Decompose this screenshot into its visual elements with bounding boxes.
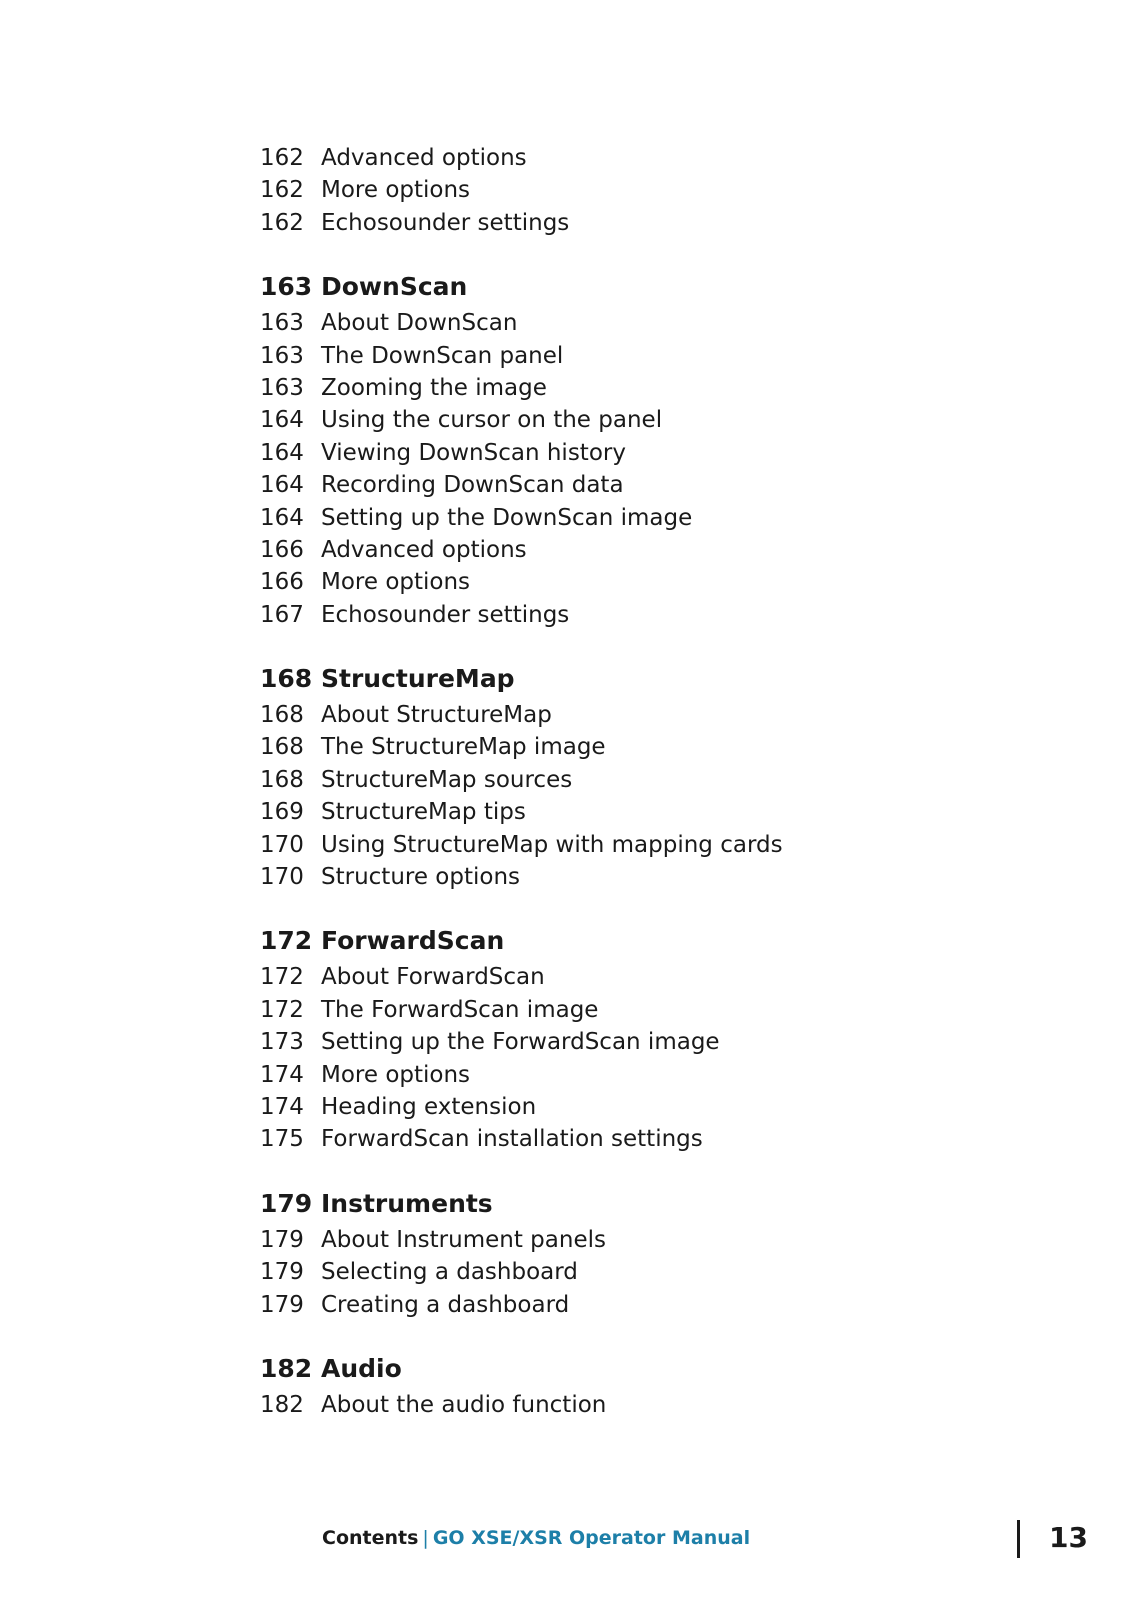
toc-entry[interactable]	[260, 469, 1020, 501]
toc-entry[interactable]	[260, 1256, 1020, 1288]
toc-entry[interactable]	[260, 372, 1020, 404]
footer-manual-title: GO XSE/XSR Operator Manual	[432, 1527, 751, 1549]
toc-entry[interactable]	[260, 829, 1020, 861]
chapter-audio	[260, 1351, 1020, 1421]
toc-entry[interactable]	[260, 142, 1020, 174]
toc-entry-title: More options	[321, 1061, 471, 1088]
chapter-page: 168	[260, 664, 313, 694]
toc-entry-page: 164	[260, 439, 304, 466]
toc-entry-title: Advanced options	[321, 536, 527, 563]
toc-entry-page: 179	[260, 1291, 304, 1318]
toc-entry[interactable]	[260, 566, 1020, 598]
page-number: 13	[1049, 1521, 1088, 1554]
toc-entry-title: About the audio function	[321, 1391, 607, 1418]
toc-entry[interactable]	[260, 699, 1020, 731]
toc-entry-page: 164	[260, 504, 304, 531]
toc-entry-title: About DownScan	[321, 310, 518, 337]
toc-entry[interactable]	[260, 1289, 1020, 1321]
table-of-contents	[260, 142, 1020, 1421]
toc-entry-title: About Instrument panels	[321, 1226, 606, 1253]
chapter-page: 182	[260, 1353, 313, 1383]
toc-entry[interactable]	[260, 1026, 1020, 1058]
toc-entry[interactable]	[260, 534, 1020, 566]
toc-entry-page: 162	[260, 177, 304, 204]
toc-entry[interactable]	[260, 502, 1020, 534]
page-footer	[322, 1527, 750, 1549]
toc-entry-page: 164	[260, 407, 304, 434]
toc-entry[interactable]	[260, 764, 1020, 796]
toc-entry-title: Echosounder settings	[321, 209, 570, 236]
toc-entry[interactable]	[260, 307, 1020, 339]
leading-entries	[260, 142, 1020, 239]
toc-entry-page: 173	[260, 1029, 304, 1056]
toc-entry[interactable]	[260, 1091, 1020, 1123]
toc-entry-page: 182	[260, 1391, 304, 1418]
toc-entry-page: 170	[260, 831, 304, 858]
toc-entry-title: About ForwardScan	[321, 964, 545, 991]
toc-entry[interactable]	[260, 1389, 1020, 1421]
toc-entry-page: 179	[260, 1226, 304, 1253]
chapter-heading[interactable]	[260, 923, 1020, 959]
toc-entry-page: 174	[260, 1093, 304, 1120]
toc-entry-title: Setting up the DownScan image	[321, 504, 693, 531]
toc-entry-page: 175	[260, 1126, 304, 1153]
toc-entry-page: 166	[260, 536, 304, 563]
page-number-divider	[1017, 1520, 1020, 1558]
toc-entry-page: 163	[260, 374, 304, 401]
toc-entry-title: Viewing DownScan history	[321, 439, 626, 466]
toc-entry-title: Heading extension	[321, 1093, 537, 1120]
toc-entry-title: StructureMap sources	[321, 766, 573, 793]
toc-entry[interactable]	[260, 437, 1020, 469]
footer-section: Contents	[322, 1527, 419, 1549]
chapter-heading[interactable]	[260, 661, 1020, 697]
chapter-title: ForwardScan	[321, 926, 505, 956]
toc-entry-title: Creating a dashboard	[321, 1291, 570, 1318]
toc-entry-page: 170	[260, 864, 304, 891]
toc-entry-page: 163	[260, 342, 304, 369]
toc-entry-page: 174	[260, 1061, 304, 1088]
chapter-page: 179	[260, 1188, 313, 1218]
chapter-downscan	[260, 269, 1020, 631]
chapter-forwardscan	[260, 923, 1020, 1155]
toc-entry[interactable]	[260, 174, 1020, 206]
toc-entry[interactable]	[260, 994, 1020, 1026]
toc-entry-title: Using StructureMap with mapping cards	[321, 831, 783, 858]
chapter-heading[interactable]	[260, 1186, 1020, 1222]
toc-entry[interactable]	[260, 340, 1020, 372]
chapter-title: DownScan	[321, 272, 468, 302]
toc-entry-page: 168	[260, 766, 304, 793]
toc-entry-page: 164	[260, 472, 304, 499]
toc-entry-title: Advanced options	[321, 145, 527, 171]
toc-entry-page: 162	[260, 209, 304, 236]
toc-entry-title: More options	[321, 569, 471, 596]
chapter-heading[interactable]	[260, 1351, 1020, 1387]
toc-entry-title: ForwardScan installation settings	[321, 1126, 703, 1153]
toc-entry-title: The ForwardScan image	[321, 996, 599, 1023]
chapter-page: 172	[260, 926, 313, 956]
toc-entry-title: The StructureMap image	[321, 734, 606, 761]
toc-entry-page: 167	[260, 601, 304, 628]
toc-entry[interactable]	[260, 207, 1020, 239]
chapter-page: 163	[260, 272, 313, 302]
chapter-instruments	[260, 1186, 1020, 1321]
chapter-title: Instruments	[321, 1188, 493, 1218]
toc-entry-title: Selecting a dashboard	[321, 1259, 578, 1286]
toc-entry[interactable]	[260, 796, 1020, 828]
toc-entry[interactable]	[260, 404, 1020, 436]
toc-entry[interactable]	[260, 1123, 1020, 1155]
toc-entry[interactable]	[260, 861, 1020, 893]
toc-entry-page: 179	[260, 1259, 304, 1286]
toc-entry-title: Setting up the ForwardScan image	[321, 1029, 720, 1056]
toc-entry-title: About StructureMap	[321, 702, 552, 729]
chapter-structuremap	[260, 661, 1020, 893]
toc-entry-title: Using the cursor on the panel	[321, 407, 663, 434]
chapter-heading[interactable]	[260, 269, 1020, 305]
toc-entry-page: 169	[260, 799, 304, 826]
toc-entry[interactable]	[260, 961, 1020, 993]
toc-entry-title: Recording DownScan data	[321, 472, 624, 499]
toc-entry[interactable]	[260, 599, 1020, 631]
toc-entry[interactable]	[260, 1059, 1020, 1091]
toc-entry-title: Echosounder settings	[321, 601, 570, 628]
chapter-title: StructureMap	[321, 664, 515, 694]
toc-entry-page: 166	[260, 569, 304, 596]
toc-entry-title: StructureMap tips	[321, 799, 526, 826]
toc-entry[interactable]	[260, 1224, 1020, 1256]
toc-entry-title: Zooming the image	[321, 374, 547, 401]
toc-entry-page: 168	[260, 702, 304, 729]
toc-entry-page: 163	[260, 310, 304, 337]
toc-entry-page: 168	[260, 734, 304, 761]
chapter-title: Audio	[321, 1353, 402, 1383]
toc-entry[interactable]	[260, 731, 1020, 763]
toc-entry-title: More options	[321, 177, 471, 204]
footer-separator: |	[422, 1527, 429, 1549]
toc-entry-title: The DownScan panel	[321, 342, 564, 369]
toc-entry-title: Structure options	[321, 864, 521, 891]
toc-entry-page: 162	[260, 145, 304, 171]
toc-entry-page: 172	[260, 964, 304, 991]
toc-entry-page: 172	[260, 996, 304, 1023]
